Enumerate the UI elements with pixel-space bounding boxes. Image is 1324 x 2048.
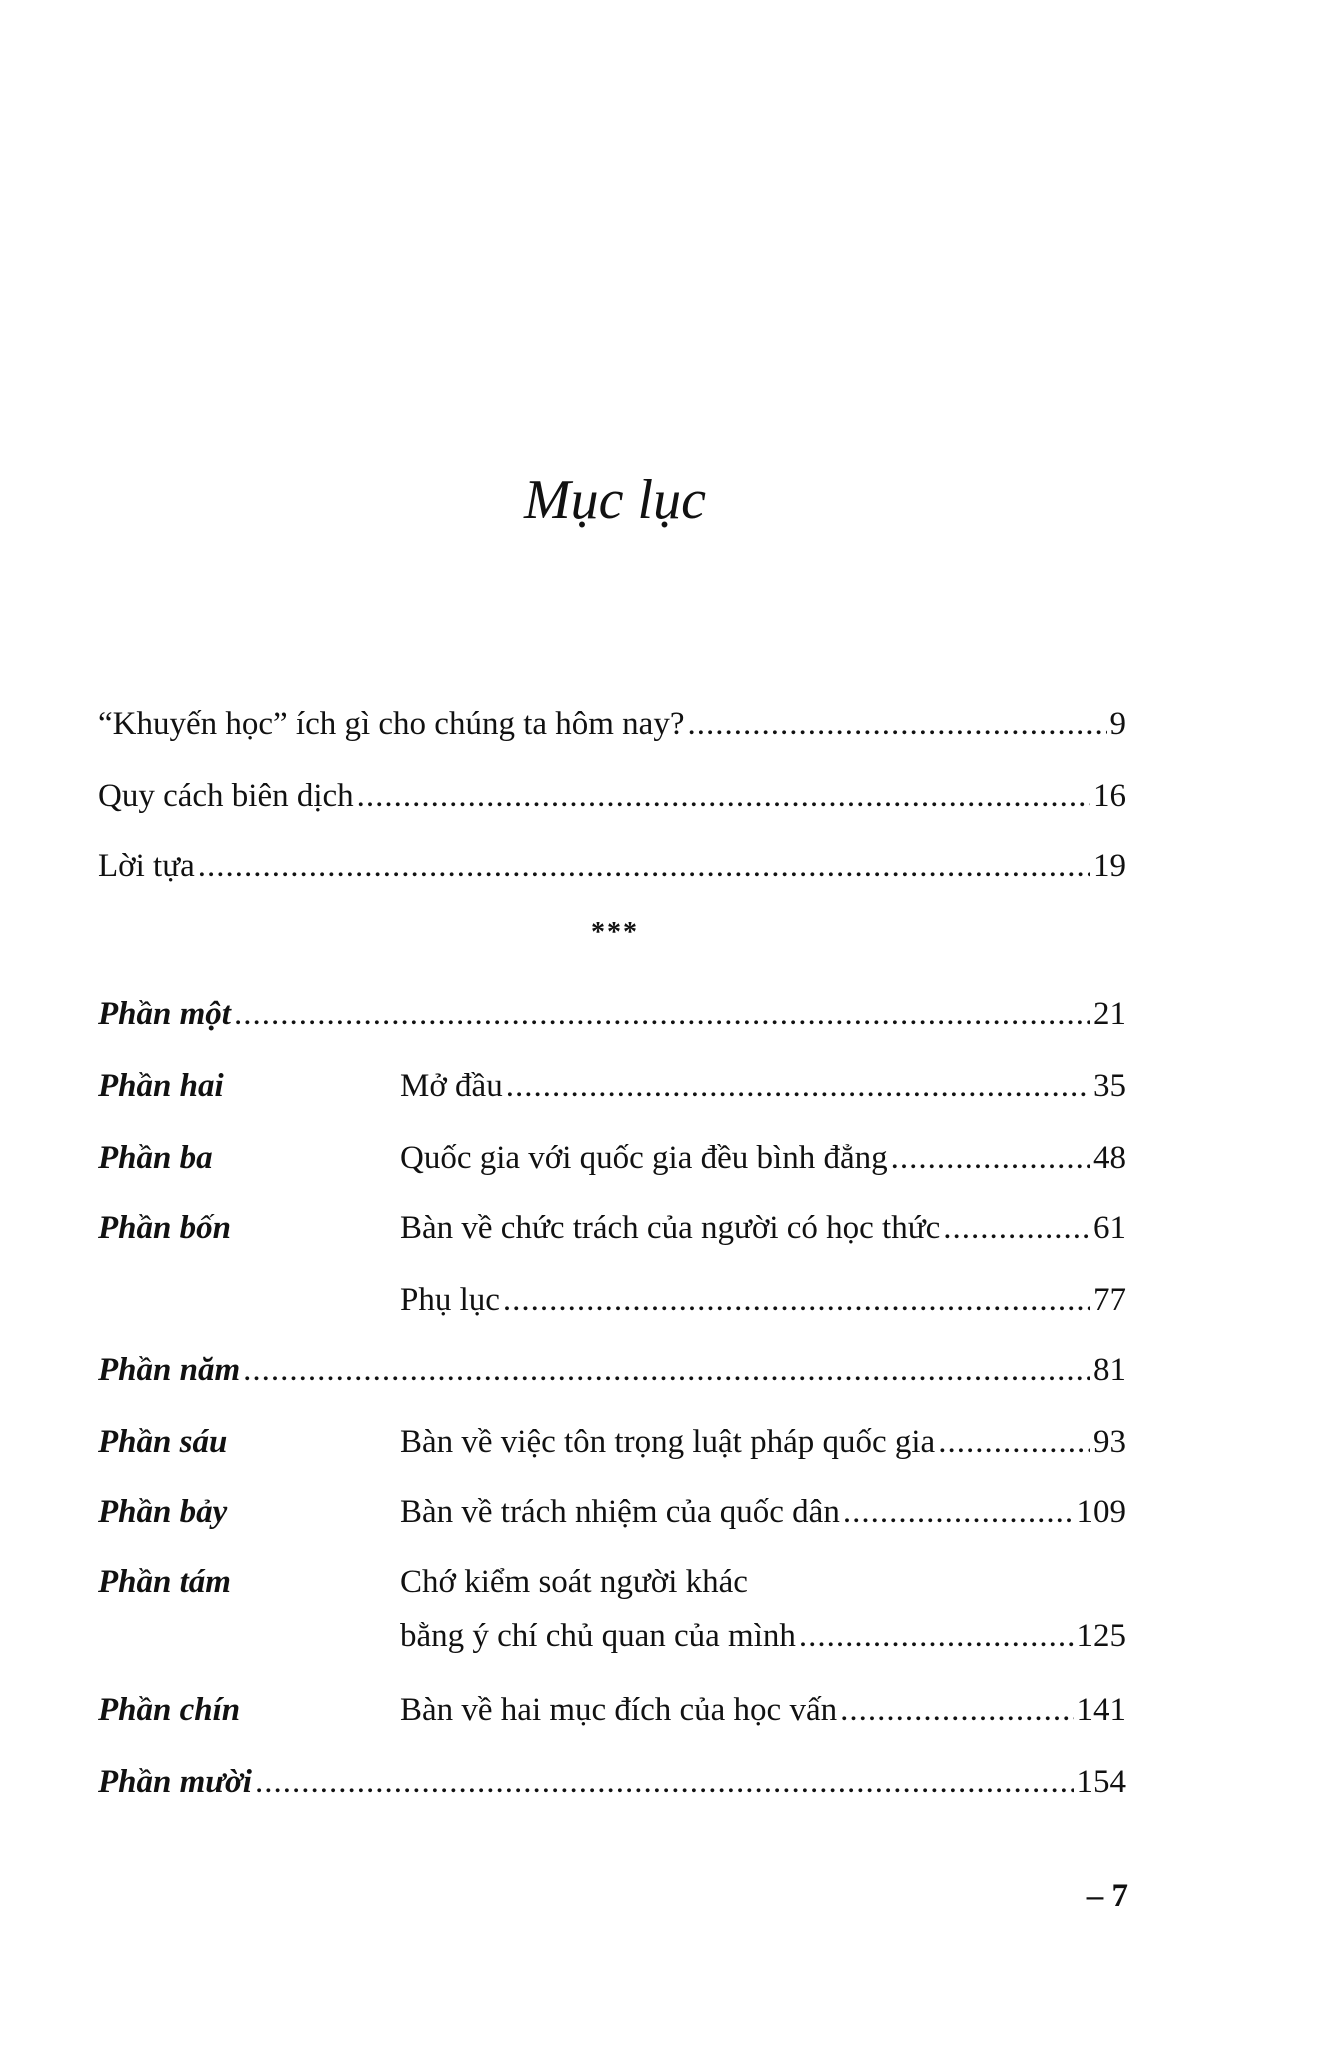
- toc-part-label: Phần hai: [98, 1068, 224, 1104]
- toc-leader-dots: [243, 1350, 1090, 1390]
- toc-page-number: 141: [1076, 1692, 1126, 1728]
- toc-entry: [98, 704, 1126, 744]
- toc-leader-dots: [840, 1690, 1073, 1730]
- toc-page-number: 61: [1093, 1210, 1126, 1246]
- toc-entry-text: Bàn về việc tôn trọng luật pháp quốc gia: [400, 1424, 936, 1460]
- toc-page-number: 77: [1093, 1282, 1126, 1318]
- toc-entry: [98, 846, 1126, 886]
- toc-part-label: Phần bảy: [98, 1494, 228, 1530]
- toc-entry-text: Quy cách biên dịch: [98, 778, 354, 814]
- toc-page-number: 93: [1093, 1424, 1126, 1460]
- page-title: Mục lục: [524, 469, 706, 531]
- toc-part-label: Phần năm: [98, 1352, 241, 1388]
- toc-part-label: Phần bốn: [98, 1210, 231, 1246]
- toc-entry-text: Mở đầu: [400, 1068, 503, 1104]
- toc-entry-text: Lời tựa: [98, 848, 195, 884]
- toc-leader-dots: [843, 1492, 1074, 1532]
- toc-entry: [98, 776, 1126, 816]
- toc-part-entry: [98, 1066, 1126, 1106]
- toc-page-number: 125: [1076, 1618, 1126, 1654]
- toc-part-label: Phần tám: [98, 1564, 231, 1600]
- toc-leader-dots: [891, 1138, 1090, 1178]
- toc-leader-dots: [255, 1762, 1074, 1802]
- toc-part-entry: [98, 994, 1126, 1034]
- toc-part-entry: [98, 1422, 1126, 1462]
- toc-leader-dots: [687, 704, 1106, 744]
- toc-part-entry: [98, 1690, 1126, 1730]
- toc-page-number: 35: [1093, 1068, 1126, 1104]
- toc-page-number: 9: [1109, 706, 1126, 742]
- toc-leader-dots: [198, 846, 1090, 886]
- toc-page-number: 19: [1093, 848, 1126, 884]
- toc-part-label: Phần sáu: [98, 1424, 228, 1460]
- toc-entry-text: bằng ý chí chủ quan của mình: [400, 1618, 796, 1654]
- toc-page-number: 81: [1093, 1352, 1126, 1388]
- toc-leader-dots: [357, 776, 1090, 816]
- toc-entry-text: Bàn về chức trách của người có học thức: [400, 1210, 941, 1246]
- toc-entry-text: Phụ lục: [400, 1282, 500, 1318]
- toc-leader-dots: [938, 1422, 1090, 1462]
- toc-part-entry: [98, 1208, 1126, 1248]
- page-number: – 7: [1086, 1878, 1128, 1914]
- toc-page-number: 154: [1076, 1764, 1126, 1800]
- toc-part-label: Phần mười: [98, 1764, 252, 1800]
- toc-part-label: Phần chín: [98, 1692, 241, 1728]
- toc-part-entry: [98, 1280, 1126, 1320]
- toc-entry-text: Quốc gia với quốc gia đều bình đẳng: [400, 1140, 888, 1176]
- toc-leader-dots: [503, 1280, 1090, 1320]
- toc-page-number: 109: [1076, 1494, 1126, 1530]
- toc-part-entry: [98, 1138, 1126, 1178]
- toc-leader-dots: [943, 1208, 1090, 1248]
- toc-entry-text: “Khuyến học” ích gì cho chúng ta hôm nay?: [98, 706, 685, 742]
- toc-page-number: 21: [1093, 996, 1126, 1032]
- toc-entry-text: Bàn về hai mục đích của học vấn: [400, 1692, 838, 1728]
- toc-part-entry: [98, 1762, 1126, 1802]
- toc-leader-dots: [799, 1616, 1074, 1656]
- toc-part-entry: [98, 1350, 1126, 1390]
- section-separator: ***: [591, 917, 639, 948]
- toc-part-label: Phần một: [98, 996, 231, 1032]
- toc-entry-text: Chớ kiểm soát người khác: [400, 1564, 748, 1600]
- toc-page-number: 16: [1093, 778, 1126, 814]
- toc-leader-dots: [234, 994, 1090, 1034]
- toc-part-entry-second-line: [400, 1616, 1126, 1656]
- toc-part-entry: [98, 1492, 1126, 1532]
- toc-part-label: Phần ba: [98, 1140, 213, 1176]
- toc-part-entry-first-line: [98, 1562, 1126, 1602]
- toc-leader-dots: [506, 1066, 1090, 1106]
- toc-page-number: 48: [1093, 1140, 1126, 1176]
- toc-entry-text: Bàn về trách nhiệm của quốc dân: [400, 1494, 840, 1530]
